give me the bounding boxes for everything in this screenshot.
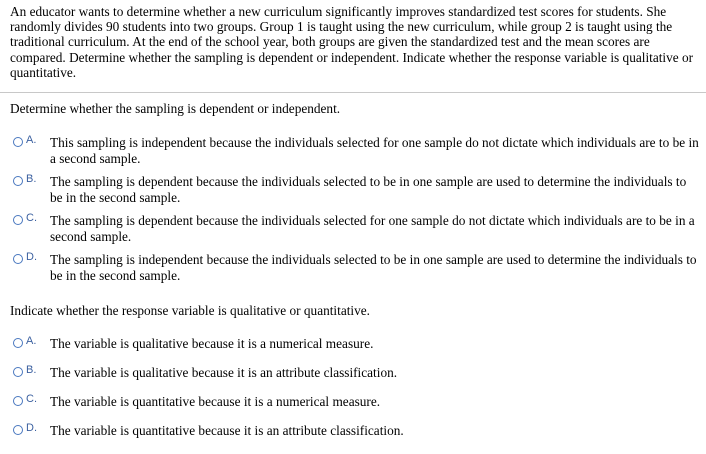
option-text: The variable is quantitative because it is a numerical measure.	[50, 394, 381, 409]
option-letter: C.	[26, 393, 37, 405]
problem-statement: An educator wants to determine whether a new curriculum significantly improves standardized test scores for students. She randomly divides 90 students into two groups. Group 1 is taught using the new curriculum, while group 2 is taught using the traditional curriculum. At the end of the school year, both groups are given the standardized test and the mean scores are compared. Determine whether the sampling is dependent or independent. Indicate whether the response variable is qualitative or quantitative.	[10, 4, 694, 80]
section-divider	[0, 92, 706, 93]
option-text: This sampling is independent because the individuals selected for one sample do not dictate which individuals are to be in a second sample.	[50, 135, 699, 166]
radio-button[interactable]	[13, 425, 23, 435]
radio-button[interactable]	[13, 176, 23, 186]
option-text: The sampling is dependent because the individuals selected to be in one sample are used to determine the individuals to be in the second sample.	[50, 174, 687, 205]
option-text: The variable is qualitative because it is an attribute classification.	[50, 365, 398, 380]
radio-button[interactable]	[13, 338, 23, 348]
radio-button[interactable]	[13, 215, 23, 225]
radio-button[interactable]	[13, 396, 23, 406]
option-letter: B.	[26, 364, 37, 376]
option-letter: C.	[26, 212, 37, 224]
option-text: The variable is qualitative because it is a numerical measure.	[50, 336, 374, 351]
radio-button[interactable]	[13, 254, 23, 264]
option-letter: D.	[26, 251, 37, 263]
option-letter: A.	[26, 134, 37, 146]
question-variable-prompt: Indicate whether the response variable is qualitative or quantitative.	[10, 303, 370, 318]
option-text: The sampling is dependent because the individuals selected for one sample do not dictate which individuals are to be in a second sample.	[50, 213, 695, 244]
question-sampling-prompt: Determine whether the sampling is dependent or independent.	[10, 101, 341, 116]
radio-button[interactable]	[13, 367, 23, 377]
option-letter: D.	[26, 422, 37, 434]
radio-button[interactable]	[13, 137, 23, 147]
option-letter: A.	[26, 335, 37, 347]
option-text: The variable is quantitative because it is an attribute classification.	[50, 423, 404, 438]
option-letter: B.	[26, 173, 37, 185]
option-text: The sampling is independent because the individuals selected to be in one sample are used to determine the individuals to be in the second sample.	[50, 252, 697, 283]
